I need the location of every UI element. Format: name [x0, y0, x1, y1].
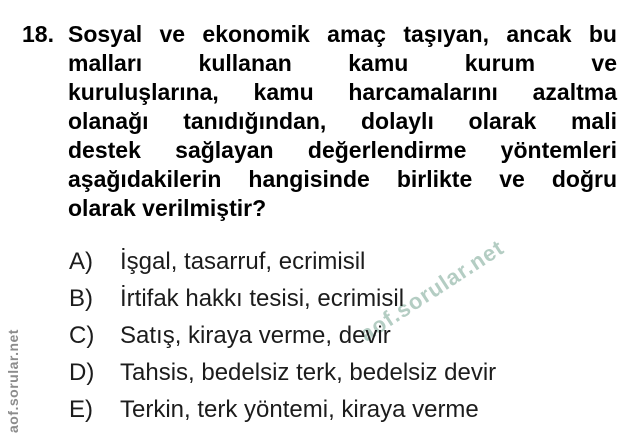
option-d-text: Tahsis, bedelsiz terk, bedelsiz devir	[120, 358, 497, 386]
option-a-text: İşgal, tasarruf, ecrimisil	[120, 247, 366, 275]
question-line-6: aşağıdakilerin hangisinde birlikte ve doğru	[68, 166, 617, 192]
option-d-letter: D)	[69, 358, 95, 386]
watermark-vertical: aof.sorular.net	[5, 329, 21, 433]
question-line-4: olanağı tanıdığından, dolaylı olarak mali	[68, 108, 617, 134]
option-b-text: İrtifak hakkı tesisi, ecrimisil	[120, 284, 405, 312]
option-e-text: Terkin, terk yöntemi, kiraya verme	[120, 395, 479, 423]
question-line-7: olarak verilmiştir?	[68, 195, 267, 221]
question-text	[68, 20, 617, 223]
question-line-2: malları kullanan kamu kurum ve	[68, 50, 617, 76]
question-number: 18.	[22, 21, 54, 47]
question-line-1: Sosyal ve ekonomik amaç taşıyan, ancak bu	[68, 21, 617, 47]
option-d	[69, 354, 617, 391]
option-c	[69, 317, 617, 354]
option-a-letter: A)	[69, 247, 93, 275]
options-list	[69, 243, 617, 428]
option-e	[69, 391, 617, 428]
option-e-letter: E)	[69, 395, 93, 423]
option-b-letter: B)	[69, 284, 93, 312]
question-line-3: kuruluşlarına, kamu harcamalarını azaltma	[68, 79, 617, 105]
option-b	[69, 280, 617, 317]
option-c-text: Satış, kiraya verme, devir	[120, 321, 391, 349]
option-c-letter: C)	[69, 321, 95, 349]
question-line-5: destek sağlayan değerlendirme yöntemleri	[68, 137, 617, 163]
option-a	[69, 243, 617, 280]
watermark-diagonal: aof.sorular.net	[355, 234, 509, 347]
